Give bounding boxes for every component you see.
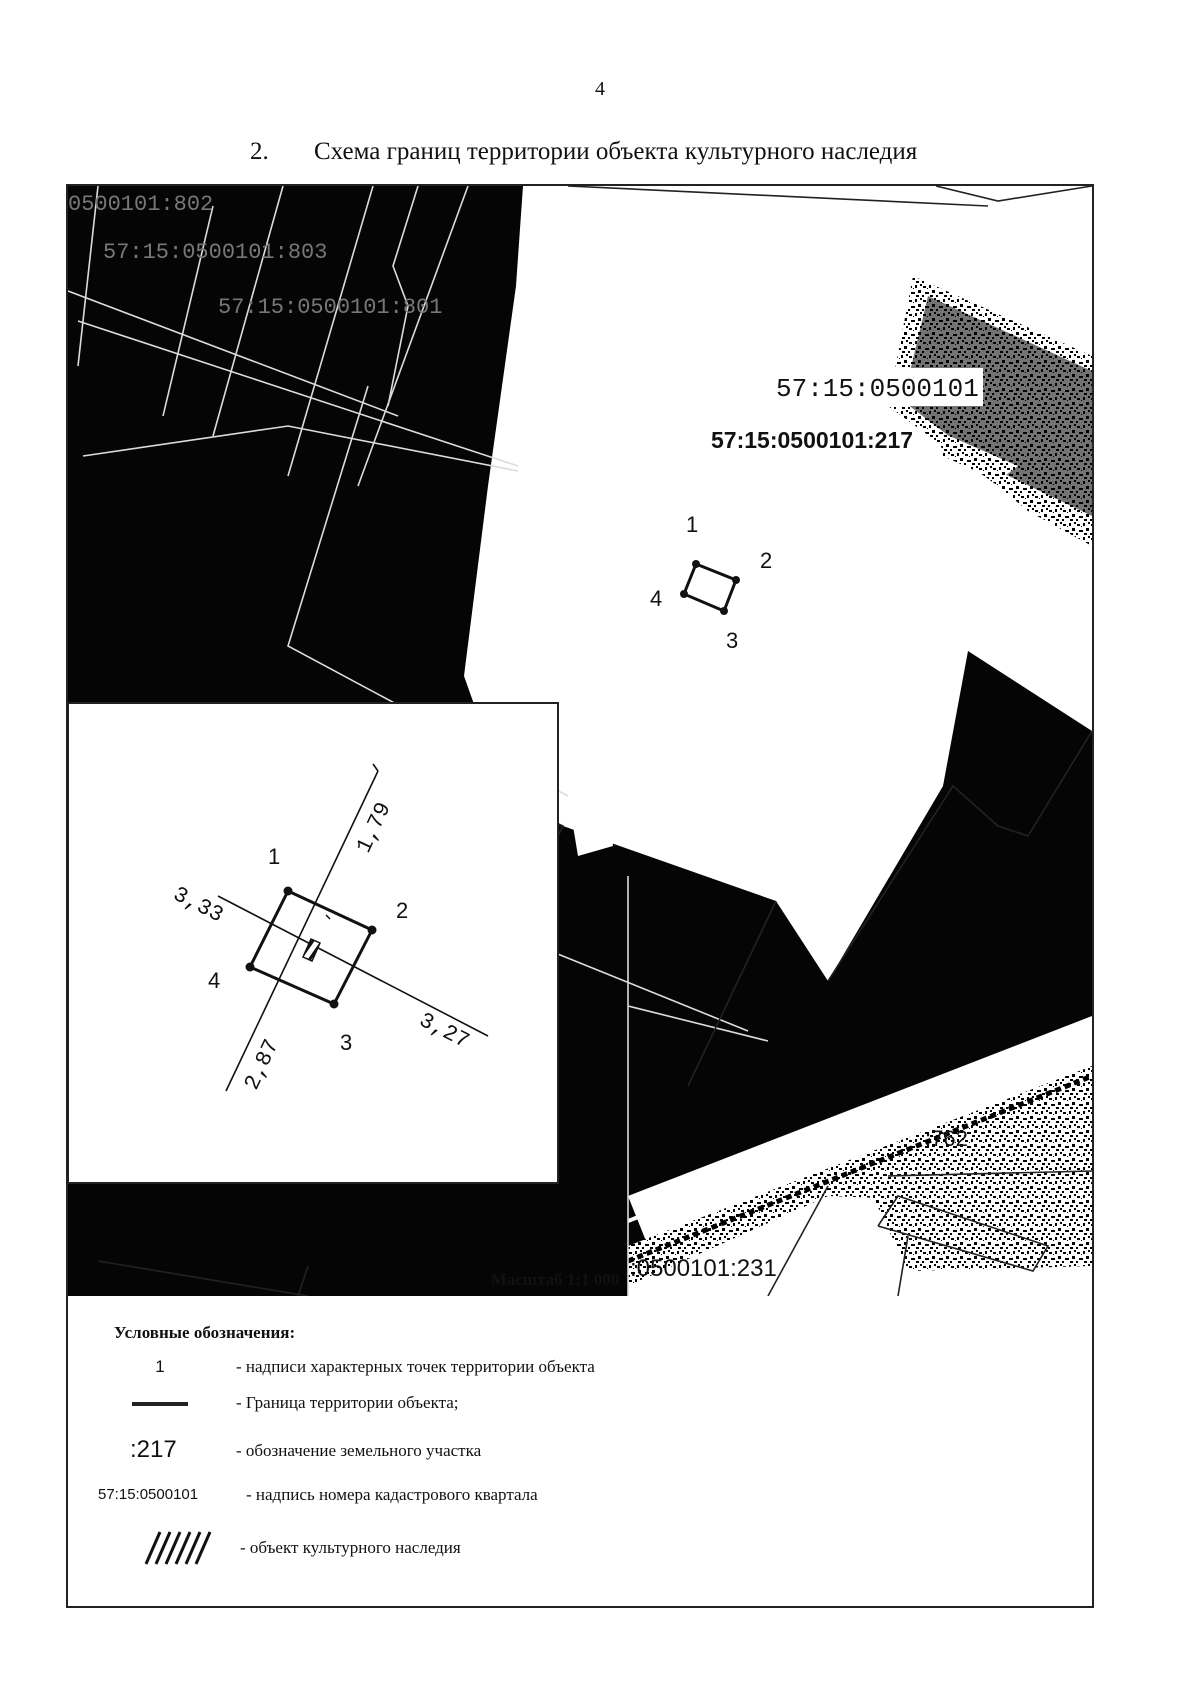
label-quarter: 57:15:0500101 (776, 374, 979, 404)
legend-text-point: - надписи характерных точек территории объекта (236, 1357, 595, 1376)
cadastral-map (68, 186, 1092, 1296)
legend-symbol-quarter: 57:15:0500101 (98, 1486, 199, 1503)
label-parcel-231: :0500101:231 (630, 1255, 777, 1282)
inset-detail (68, 703, 558, 1183)
page-number: 4 (595, 78, 605, 100)
legend-symbol-parcel: :217 (130, 1436, 177, 1463)
dim-3-27: 3,27 (414, 1007, 474, 1055)
legend-symbol-point: 1 (155, 1357, 165, 1376)
legend-text-boundary: - Граница территории объекта; (236, 1393, 459, 1412)
legend-symbol-boundary-line (132, 1402, 188, 1406)
inset-point-1: 1 (268, 844, 281, 869)
main-point-4: 4 (650, 586, 663, 611)
label-parcel-762: :762 (925, 1126, 968, 1151)
dim-1-79: 1,79 (351, 798, 397, 857)
map-scale: Масштаб 1:1 000 (490, 1270, 620, 1289)
dim-3-33: 3,33 (168, 881, 228, 929)
dim-2-87: 2,87 (239, 1035, 285, 1094)
inset-point-4: 4 (208, 968, 221, 993)
label-parcel-802: 0500101:802 (68, 192, 214, 217)
legend-text-parcel: - обозначение земельного участка (236, 1441, 482, 1460)
section-title: Схема границ территории объекта культурного наследия (314, 138, 918, 165)
section-number: 2. (250, 138, 269, 165)
main-point-1: 1 (686, 512, 699, 537)
section-heading (250, 138, 917, 166)
label-parcel-217: 57:15:0500101:217 (711, 427, 914, 453)
legend-title: Условные обозначения: (114, 1323, 296, 1342)
legend-text-quarter: - надпись номера кадастрового квартала (246, 1485, 538, 1504)
main-point-3: 3 (726, 628, 739, 653)
legend-symbol-hatch (144, 1530, 216, 1566)
label-parcel-801: 57:15:0500101:801 (218, 295, 443, 320)
main-point-2: 2 (760, 548, 773, 573)
label-parcel-803: 57:15:0500101:803 (103, 240, 328, 265)
legend-text-heritage: - объект культурного наследия (240, 1538, 461, 1557)
inset-point-2: 2 (396, 898, 409, 923)
inset-point-3: 3 (340, 1030, 353, 1055)
